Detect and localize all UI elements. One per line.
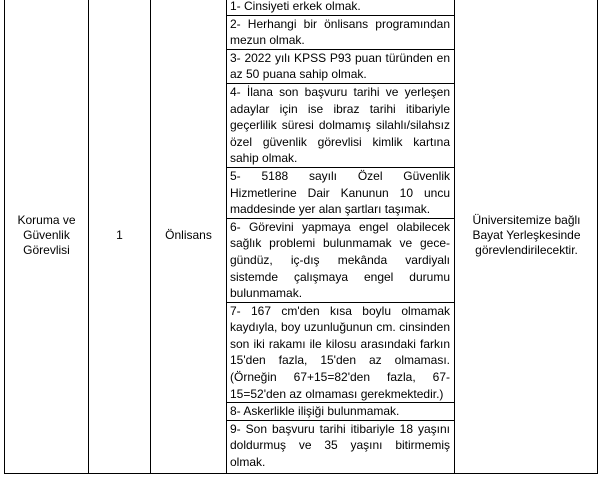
education-cell xyxy=(151,0,227,473)
note-cell xyxy=(455,0,598,473)
count-cell xyxy=(89,0,151,473)
criterion-item: 1- Cinsiyeti erkek olmak. xyxy=(227,0,454,16)
requirements-table xyxy=(4,0,598,474)
position-title: Koruma ve Güvenlik Görevlisi xyxy=(17,213,76,257)
criterion-item: 4- İlana son başvuru tarihi ve yerleşen adaylar için ise ibraz tarihi itibariyle geçerlilik süresi dolmamış silahlı/silahsız özel güvenlik görevlisi kimlik kartına sahip olmak. xyxy=(227,84,454,168)
assignment-note: Üniversitemize bağlı Bayat Yerleşkesinde görevlendirilecektir. xyxy=(472,213,581,257)
criterion-item: 5- 5188 sayılı Özel Güvenlik Hizmetlerine Dair Kanunun 10 uncu maddesinde yer alan şartları taşımak. xyxy=(227,168,454,219)
criterion-item: 8- Askerlikle ilişiği bulunmamak. xyxy=(227,403,454,421)
criterion-item: 7- 167 cm'den kısa boylu olmamak kaydıyla, boy uzunluğunun cm. cinsinden son iki rakamı ile kilosu arasındaki farkın 15'den fazla, 15'den az olmaması. (Örneğin 67+15=82'den fazla, 67-15=52'den az olmaması gerekmektedir.) xyxy=(227,303,454,404)
criterion-item: 3- 2022 yılı KPSS P93 puan türünden en az 50 puana sahip olmak. xyxy=(227,50,454,84)
criterion-item: 6- Görevini yapmaya engel olabilecek sağlık problemi bulunmamak ve gece-gündüz, iç-dış mekânda vardiyalı sistemde çalışmaya engel durumu bulunmamak. xyxy=(227,219,454,303)
criterion-item: 2- Herhangi bir önlisans programından mezun olmak. xyxy=(227,16,454,50)
criterion-item: 9- Son başvuru tarihi itibariyle 18 yaşını doldurmuş ve 35 yaşını bitirmemiş olmak. xyxy=(230,421,450,470)
position-count: 1 xyxy=(116,228,123,242)
position-cell xyxy=(5,0,89,473)
criteria-list xyxy=(227,0,454,471)
education-level: Önlisans xyxy=(165,228,212,242)
criteria-cell xyxy=(227,0,455,473)
